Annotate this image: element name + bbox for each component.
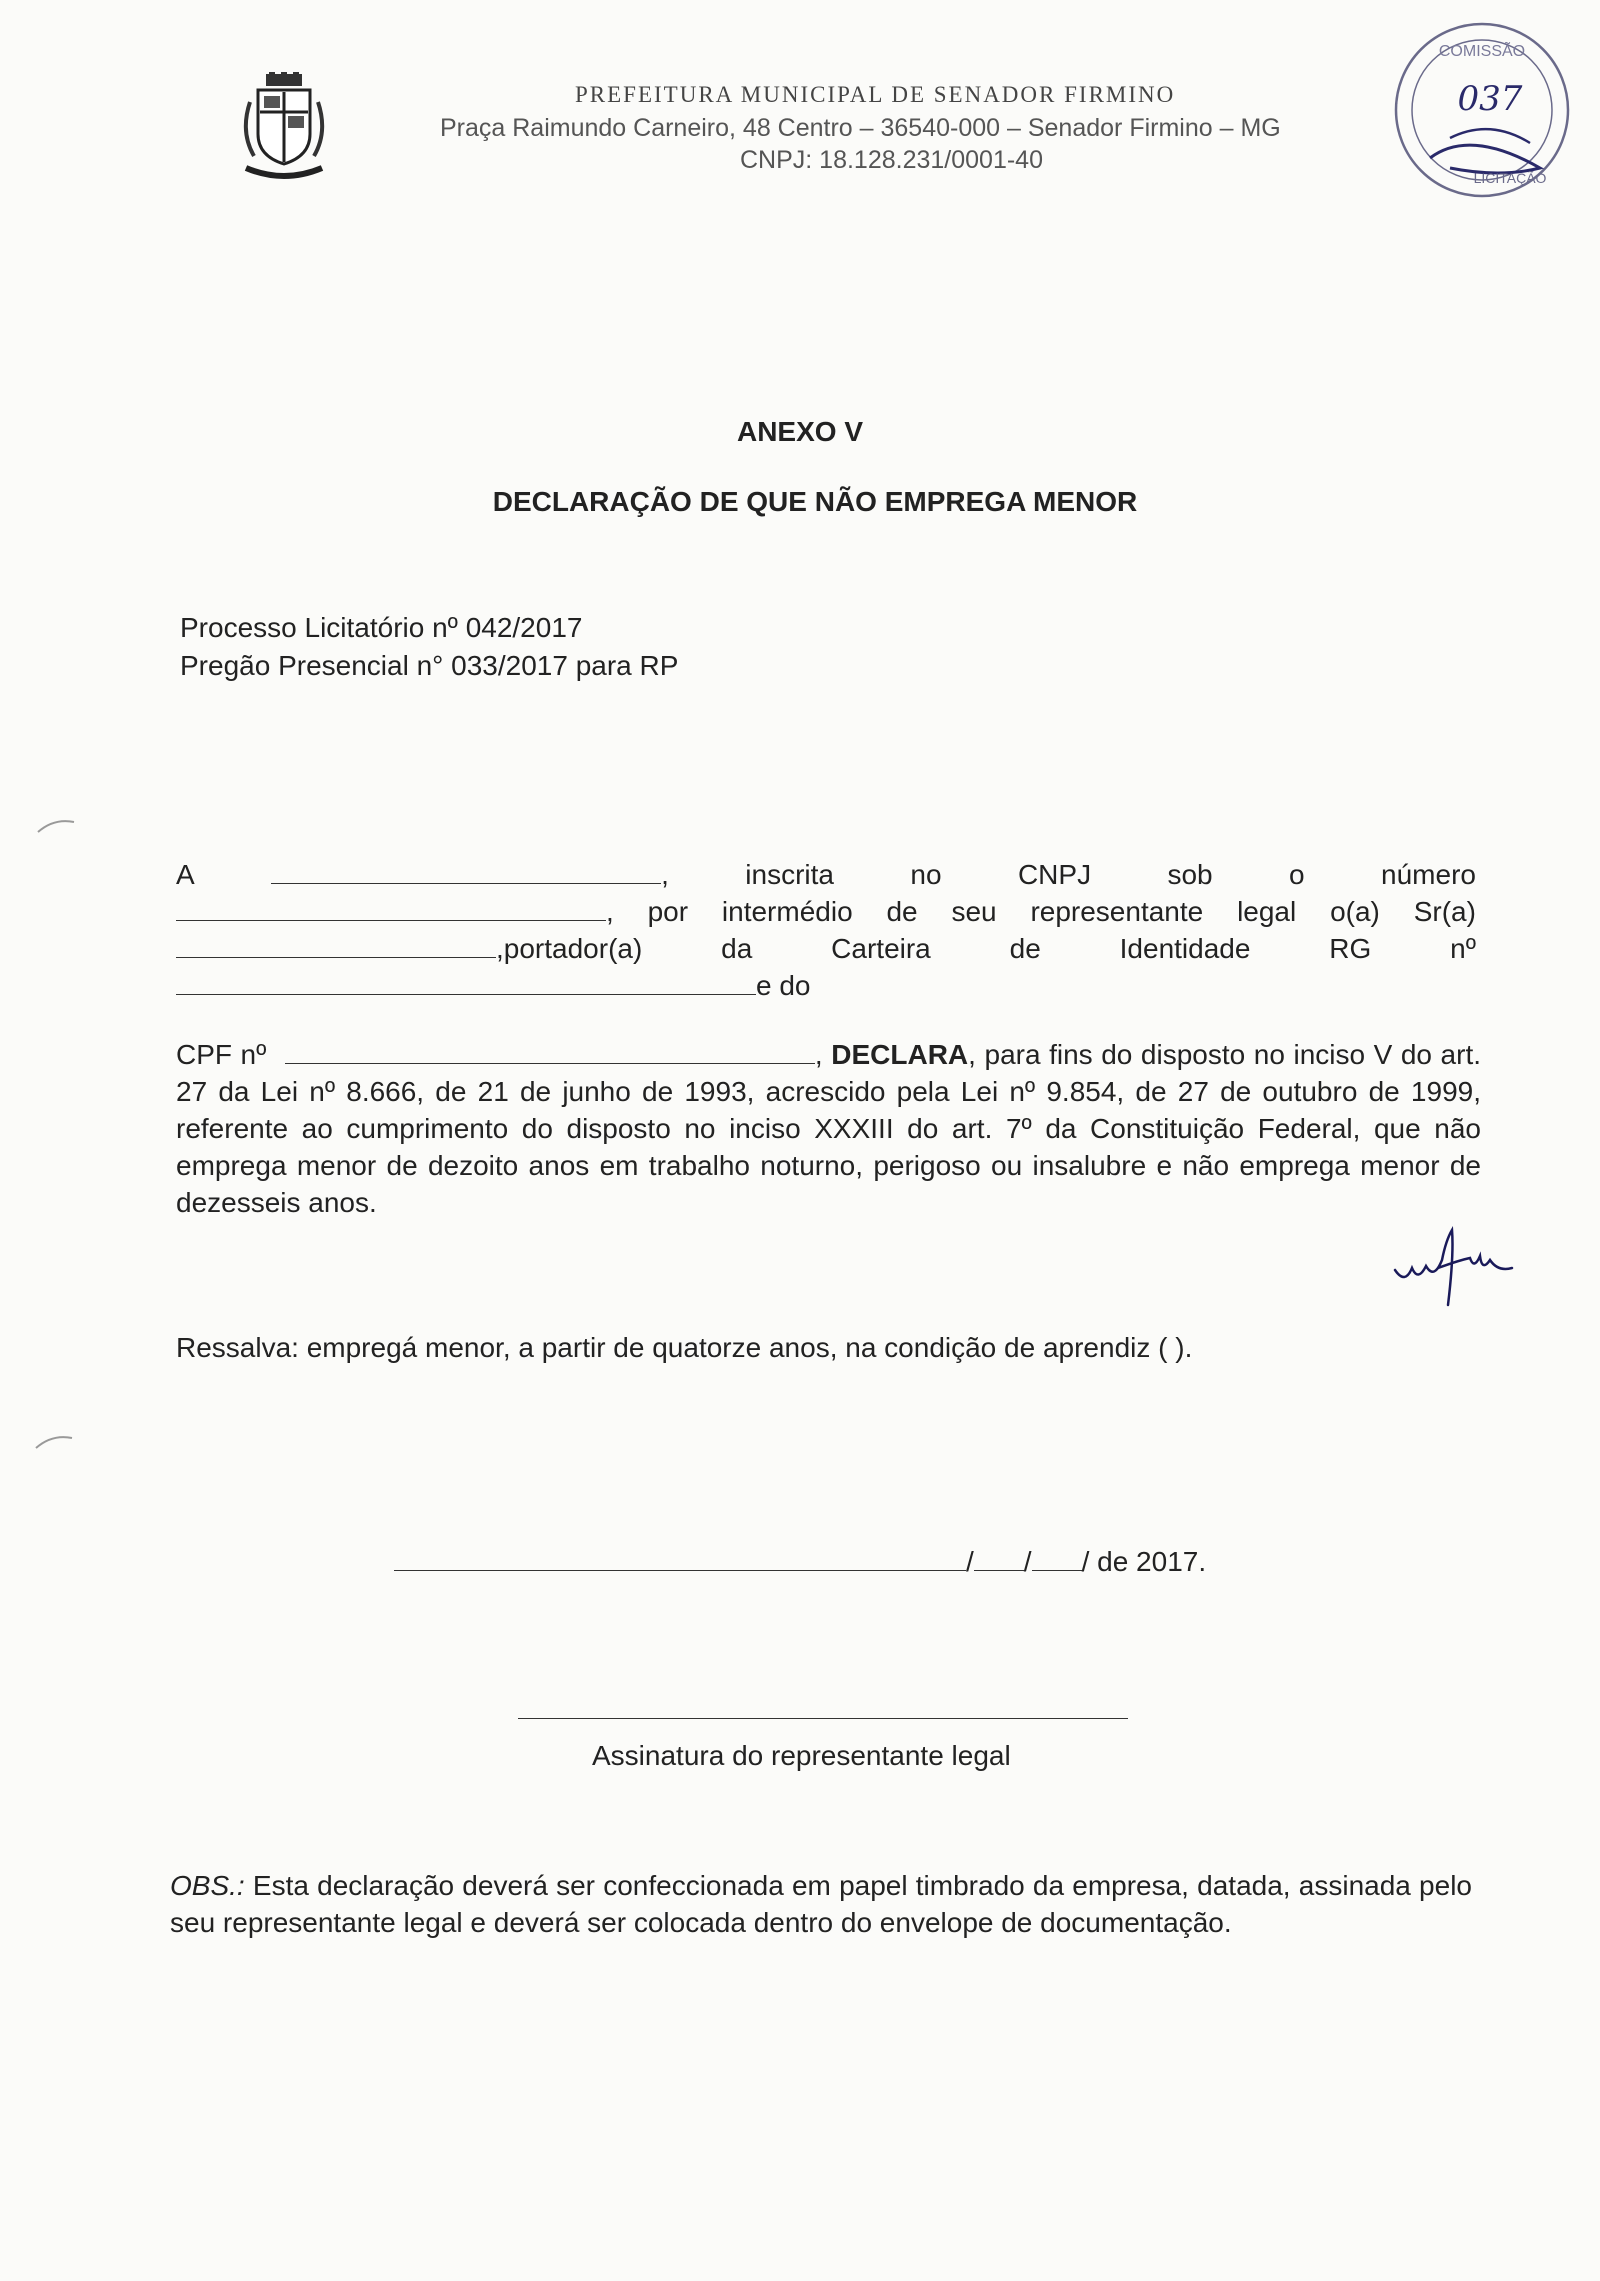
form-word: número [1381,859,1476,890]
letterhead-cnpj: CNPJ: 18.128.231/0001-40 [740,146,1043,174]
margin-mark [34,1432,74,1452]
form-word: nº [1450,933,1476,964]
declaration-body [176,1036,1481,1221]
representative-name-blank[interactable] [176,933,496,958]
municipal-crest-logo [236,72,332,190]
auction-number: Pregão Presencial n° 033/2017 para RP [180,650,679,681]
form-word: ,portador(a) [496,933,643,964]
form-word: CNPJ [1017,859,1092,890]
process-number: Processo Licitatório nº 042/2017 [180,612,583,643]
date-separator: / [1023,1546,1032,1577]
cnpj-number-blank[interactable] [176,896,606,921]
stamp-text-top: COMISSÃO [1438,43,1526,60]
form-word: intermédio [721,896,853,927]
year-suffix: / de 2017. [1081,1546,1207,1577]
form-word: Identidade [1119,933,1251,964]
company-name-blank[interactable] [271,859,661,884]
day-blank[interactable] [974,1546,1024,1571]
form-word: de [886,896,918,927]
margin-mark [36,816,76,836]
form-word: Carteira [831,933,931,964]
form-word: o [1289,859,1305,890]
stamp-text-bottom: LICITAÇÃO [1473,170,1547,186]
obs-text: Esta declaração deverá ser confeccionada em papel timbrado da empresa, datada, assinada pelo seu representante legal e deverá ser colocada dentro do envelope de documentação. [170,1870,1472,1938]
form-row-3 [176,930,1476,967]
form-word: de [1009,933,1041,964]
declaration-text: , para fins do disposto no inciso V do art. 27 da Lei nº 8.666, de 21 de junho de 1993, acrescido pela Lei nº 9.854, de 27 de outubro de 1999, referente ao cumprimento do disposto no inciso XXXIII do art. 7º da Constituição Federal, que não emprega menor de dezoito anos em trabalho noturno, perigoso ou insalubre e não emprega menor de dezesseis anos. [176,1039,1481,1218]
form-row-2 [176,893,1476,930]
form-word: representante [1030,896,1204,927]
form-word: por [647,896,689,927]
form-word: legal [1237,896,1297,927]
annex-title: ANEXO V [736,416,864,447]
date-line [394,1546,1206,1578]
date-separator: / [966,1546,974,1577]
form-row-1 [176,856,1476,893]
comma: , [814,1039,823,1070]
form-word: da [721,933,753,964]
form-word: seu [951,896,997,927]
rg-number-blank[interactable] [176,970,756,995]
cpf-label: CPF nº [176,1039,267,1070]
form-word: , [661,859,669,890]
form-word: , [606,896,614,927]
form-word: A [176,859,195,890]
ressalva-text: Ressalva: empregá menor, a partir de quatorze anos, na condição de aprendiz ( ). [176,1332,1193,1363]
company-form [176,856,1476,1004]
month-blank[interactable] [1032,1546,1082,1571]
declaration-title: DECLARAÇÃO DE QUE NÃO EMPREGA MENOR [492,486,1138,517]
form-word: no [910,859,942,890]
obs-label: OBS.: [170,1870,245,1901]
declara-keyword: DECLARA [831,1039,969,1070]
letterhead-address: Praça Raimundo Carneiro, 48 Centro – 36540-000 – Senador Firmino – MG [440,114,1281,142]
observation-note [170,1867,1472,1941]
commission-stamp [1390,18,1575,203]
signature-label: Assinatura do representante legal [592,1740,1011,1771]
form-row-4 [176,967,1476,1004]
cpf-number-blank[interactable] [285,1039,815,1064]
form-word: Sr(a) [1413,896,1476,927]
handwritten-initials [1390,1210,1520,1310]
form-word: o(a) [1330,896,1380,927]
city-blank[interactable] [394,1546,966,1571]
signature-line[interactable] [518,1718,1128,1719]
stamp-number: 037 [1457,79,1523,119]
form-word: inscrita [745,859,834,890]
letterhead-title: PREFEITURA MUNICIPAL DE SENADOR FIRMINO [575,82,1176,107]
form-word: e do [756,970,811,1001]
form-word: sob [1167,859,1213,890]
form-word: RG [1329,933,1372,964]
